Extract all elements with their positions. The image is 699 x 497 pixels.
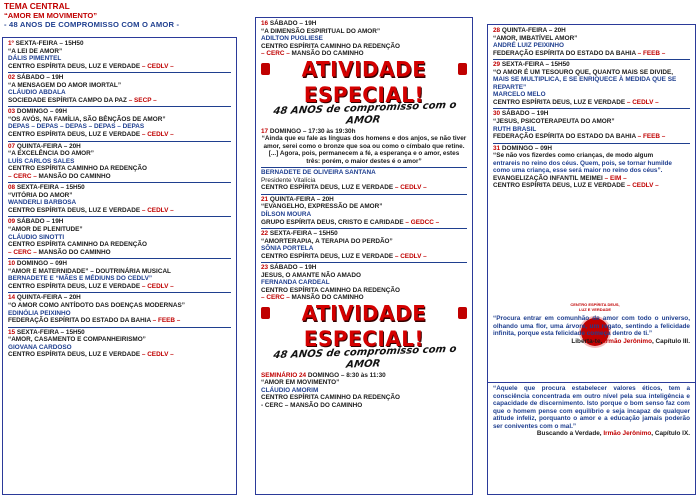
event-date: 10 DOMINGO – 09H — [8, 260, 67, 268]
event-theme: “JESUS, PSICOTERAPEUTA DO AMOR” — [493, 118, 615, 126]
event-institution: GRUPO ESPÍRITA DEUS, CRISTO E CARIDADE – GEDCC – — [261, 218, 440, 226]
event-divider — [8, 292, 231, 293]
event-date: 22 SEXTA-FEIRA – 15H50 — [261, 230, 338, 238]
quote-text: “Aquele que procura estabelecer valores éticos, tem a consciência concentrada em outro nível pela sua inteligência e capacidade de discernimento. Isto porque o bom senso faz com que o homem pense com equilíbrio e seja incapaz de qualquer atitude infeliz, porquanto o amor e a educação jamais poderão ser coniventes com o mal.” — [493, 385, 690, 430]
event-date: 08 SEXTA-FEIRA – 15H50 — [8, 184, 85, 192]
event-speaker: MAIS SE MULTIPLICA, E SE ENRIQUECE À MEDIDA QUE SE — [493, 76, 677, 84]
event-theme: “O AMOR É UM TESOURO QUE, QUANTO MAIS SE DIVIDE, — [493, 68, 674, 76]
special-activity-banner — [261, 56, 467, 127]
event-divider — [8, 141, 231, 142]
event-institution: CENTRO ESPÍRITA CAMINHO DA REDENÇÃO — [8, 165, 147, 173]
event-institution: CENTRO ESPÍRITA DEUS, LUZ E VERDADE – CEDLV – — [261, 252, 427, 260]
event-speaker: RUTH BRASIL — [493, 125, 537, 133]
event-divider — [8, 258, 231, 259]
ref-chapter: , Capítulo IX. — [651, 430, 690, 438]
ref-chapter: , Capítulo III. — [652, 337, 690, 345]
event-date: 17 DOMINGO – 17:30 às 19:30h — [261, 127, 356, 135]
event-date: 21 QUINTA-FEIRA – 20H — [261, 195, 334, 203]
event-divider — [8, 106, 231, 107]
event-institution: – CERC – MANSÃO DO CAMINHO — [261, 50, 364, 58]
special-quote: “Ainda que eu fale as línguas dos homens e dos anjos, se não tiver amor, serei como o bronze que soa ou como o címbalo que retine. [...] Agora, pois, permanecem a fé, a esperança e o amor, estes três: porém, o maior destes é o amor” — [261, 135, 467, 165]
event-institution: – CERC – MANSÃO DO CAMINHO — [8, 172, 111, 180]
quote-box-1 — [493, 315, 690, 345]
special-activity-banner — [261, 300, 467, 371]
event-divider — [8, 327, 231, 328]
event-speaker: BERNADETE E “MÃES E MÉDIUNS DO CEDLV” — [8, 275, 153, 283]
event-speaker: ADILTON PUGLIESE — [261, 35, 323, 43]
event-theme: “Se não vos fizerdes como crianças, de modo algum — [493, 152, 654, 160]
event-theme: “A EXCELÊNCIA DO AMOR” — [8, 150, 94, 158]
event-theme: “AMOR, IMBATÍVEL AMOR” — [493, 34, 578, 42]
theme-title: “AMOR EM MOVIMENTO” — [4, 10, 98, 20]
event-theme: “AMOR E MATERNIDADE” – DOUTRINÁRIA MUSICAL — [8, 267, 171, 275]
schedule-column-2 — [255, 17, 473, 495]
emblem-text: CENTRO ESPÍRITA DEUS, LUZ E VERDADE — [570, 302, 620, 312]
event-divider — [493, 59, 690, 60]
event-divider — [493, 143, 690, 144]
event-institution: FEDERAÇÃO ESPÍRITA DO ESTADO DA BAHIA – FEEB – — [493, 133, 666, 141]
event-date: 15 SEXTA-FEIRA – 15H50 — [8, 328, 85, 336]
event-divider — [261, 228, 467, 229]
speaker-role: Presidente Vitalícia — [261, 176, 316, 184]
event-speaker: LUÍS CARLOS SALES — [8, 157, 75, 165]
event-institution: CENTRO ESPÍRITA DEUS, LUZ E VERDADE – CEDLV – — [8, 206, 174, 214]
event-divider — [8, 182, 231, 183]
event-speaker: SÔNIA PORTELA — [261, 245, 314, 253]
event-date: 31 DOMINGO – 09H — [493, 144, 552, 152]
event-institution: FEDERAÇÃO ESPÍRITA DO ESTADO DA BAHIA – FEEB – — [8, 317, 181, 325]
event-institution: - CERC – MANSÃO DO CAMINHO — [261, 401, 363, 409]
event-speaker: GIOVANA CARDOSO — [8, 343, 72, 351]
banner-title: ATIVIDADE ESPECIAL! — [301, 300, 427, 351]
event-date: 28 QUINTA-FEIRA – 20H — [493, 27, 566, 34]
event-speaker: MARCELO MELO — [493, 91, 546, 99]
central-theme-label: TEMA CENTRAL — [4, 1, 70, 11]
event-date: 16 SÁBADO – 19H — [261, 20, 317, 27]
event-institution: CENTRO ESPÍRITA DEUS, LUZ E VERDADE – CEDLV – — [261, 184, 427, 192]
schedule-column-1 — [2, 37, 237, 495]
event-theme: “EVANGELHO, EXPRESSÃO DE AMOR” — [261, 203, 383, 211]
event-speaker: como uma criança, esse será maior no reino dos céus”. — [493, 167, 663, 175]
event-theme: “A MENSAGEM DO AMOR IMORTAL” — [8, 81, 122, 89]
event-divider — [261, 167, 467, 168]
event-date: 09 SÁBADO – 19H — [8, 218, 64, 226]
event-speaker: EDINÓLIA PEIXINHO — [8, 309, 71, 317]
banner-subtitle: 48 ANOS de compromisso com o AMOR — [272, 344, 458, 371]
event-institution: FEDERAÇÃO ESPÍRITA DO ESTADO DA BAHIA – FEEB – — [493, 49, 666, 57]
event-institution: CENTRO ESPÍRITA DEUS, LUZ E VERDADE – CEDLV – — [493, 98, 659, 106]
event-institution: CENTRO ESPÍRITA CAMINHO DA REDENÇÃO — [261, 42, 400, 50]
ref-book: Buscando a Verdade, — [536, 430, 604, 438]
event-speaker: CLÁUDIO ABDALA — [8, 89, 66, 97]
event-institution: – CERC – MANSÃO DO CAMINHO — [261, 294, 364, 302]
event-speaker: REPARTE” — [493, 83, 527, 91]
banner-subtitle: 48 ANOS de compromisso com o AMOR — [272, 99, 458, 127]
event-theme: “A LEI DE AMOR” — [8, 47, 63, 55]
theme-tagline: - 48 ANOS DE COMPROMISSO COM O AMOR - — [4, 19, 180, 29]
event-institution: CENTRO ESPÍRITA DEUS, LUZ E VERDADE – CEDLV – — [493, 182, 659, 190]
event-theme: “AMOR DE PLENITUDE” — [8, 226, 83, 234]
event-theme: “A DIMENSÃO ESPIRITUAL DO AMOR” — [261, 27, 381, 35]
event-theme: “AMOR EM MOVIMENTO” — [261, 379, 340, 387]
ref-author: Irmão Jerônimo — [603, 430, 652, 438]
page-header — [4, 2, 244, 30]
event-institution: CENTRO ESPÍRITA DEUS, LUZ E VERDADE – CEDLV – — [8, 351, 174, 359]
event-date: 29 SEXTA-FEIRA – 15H50 — [493, 61, 570, 69]
event-theme: JESUS, O AMANTE NÃO AMADO — [261, 271, 362, 279]
quote-reference — [493, 338, 690, 346]
event-institution: CENTRO ESPÍRITA DEUS, LUZ E VERDADE – CEDLV – — [8, 62, 174, 70]
event-speaker: DÁLIS PIMENTEL — [8, 55, 62, 63]
event-institution: CENTRO ESPÍRITA DEUS, LUZ E VERDADE – CEDLV – — [8, 282, 174, 290]
event-divider — [261, 194, 467, 195]
event-institution: CENTRO ESPÍRITA CAMINHO DA REDENÇÃO — [261, 394, 400, 402]
event-date: 23 SÁBADO – 19H — [261, 264, 317, 272]
event-date: 02 SÁBADO – 19H — [8, 74, 64, 82]
event-speaker: DEPAS – DEPAS – DEPAS – DEPAS – DEPAS — [8, 123, 145, 131]
event-theme: “VITÓRIA DO AMOR” — [8, 191, 73, 199]
ref-book: Liberta-te, — [571, 337, 605, 345]
event-institution: CENTRO ESPÍRITA DEUS, LUZ E VERDADE – CEDLV – — [8, 131, 174, 139]
quote-reference — [493, 430, 690, 438]
banner-title: ATIVIDADE ESPECIAL! — [301, 56, 427, 107]
event-institution: EVANGELIZAÇÃO INFANTIL MEIMEI – EIM – — [493, 174, 627, 182]
event-institution: – CERC – MANSÃO DO CAMINHO — [8, 248, 111, 256]
event-speaker: CLÁUDIO SINOTTI — [8, 233, 65, 241]
event-speaker: DÍLSON MOURA — [261, 210, 312, 218]
event-date: 30 SÁBADO – 19H — [493, 110, 549, 118]
event-speaker: CLÁUDIO AMORIM — [261, 386, 319, 394]
event-speaker: ANDRÉ LUIZ PEIXINHO — [493, 42, 565, 50]
ref-author: Irmão Jerônimo — [604, 337, 652, 345]
event-speaker: BERNADETE DE OLIVEIRA SANTANA — [261, 169, 376, 177]
event-institution: CENTRO ESPÍRITA CAMINHO DA REDENÇÃO — [261, 286, 400, 294]
event-theme: “AMOR, CASAMENTO E COMPANHEIRISMO” — [8, 336, 146, 344]
event-theme: “O AMOR COMO ANTÍDOTO DAS DOENÇAS MODERNAS” — [8, 301, 185, 309]
event-theme: “AMORTERAPIA, A TERAPIA DO PERDÃO” — [261, 237, 393, 245]
event-institution: SOCIEDADE ESPÍRITA CAMPO DA PAZ – SECP – — [8, 96, 157, 104]
event-theme: “OS AVÓS, NA FAMÍLIA, SÃO BÊNÇÃOS DE AMOR” — [8, 115, 166, 123]
event-date: 07 QUINTA-FEIRA – 20H — [8, 142, 81, 150]
event-date: SEMINÁRIO 24 DOMINGO – 8:30 às 11:30 — [261, 371, 386, 379]
event-date: 1º SEXTA-FEIRA – 15H50 — [8, 40, 84, 47]
event-speaker: FERNANDA CARDEAL — [261, 279, 330, 287]
quote-box — [487, 383, 696, 495]
schedule-column-3 — [487, 24, 696, 383]
event-date: 14 QUINTA-FEIRA – 20H — [8, 294, 81, 302]
quote-text: “Procura entrar em comunhão de amor com todo o universo, olhando uma flor, uma árvore, um regato, sentindo a felicidade infinita, porque esta felicidade começa dentro de ti.” — [493, 315, 690, 338]
event-speaker: entrareis no reino dos céus. Quem, pois, se tornar humilde — [493, 159, 672, 167]
event-date: 03 DOMINGO – 09H — [8, 108, 67, 116]
event-institution: CENTRO ESPÍRITA CAMINHO DA REDENÇÃO — [8, 241, 147, 249]
event-speaker: WANDERLI BARBOSA — [8, 199, 77, 207]
